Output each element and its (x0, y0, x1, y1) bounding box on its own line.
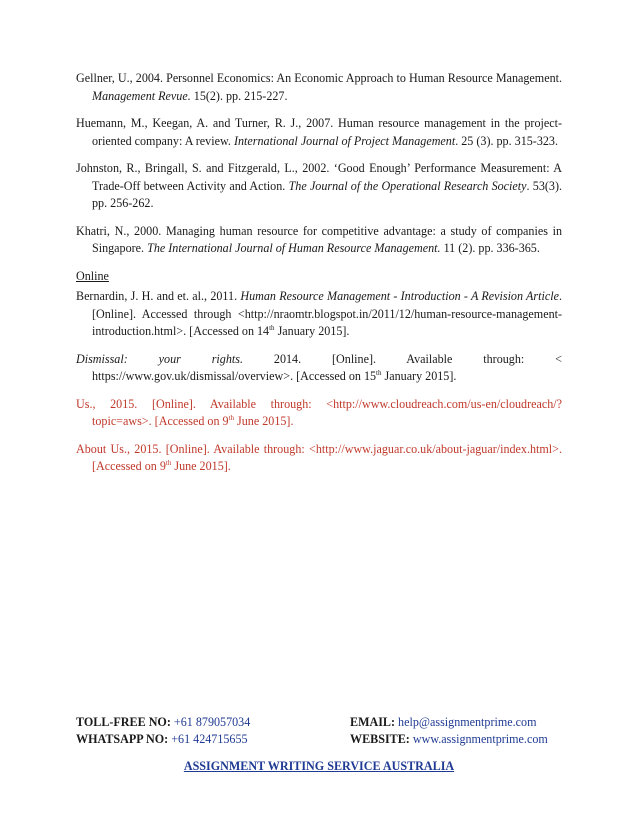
footer-row-1 (76, 714, 562, 731)
ordinal-suffix: th (376, 368, 382, 377)
reference-gellner (76, 70, 562, 105)
whatsapp-number[interactable]: +61 424715655 (171, 732, 248, 746)
reference-khatri (76, 223, 562, 258)
reference-details: 2014. [Online]. Available through: < https://www.gov.uk/dismissal/overview>. [Accessed on 15 (92, 351, 562, 383)
reference-journal: International Journal of Project Management (233, 133, 456, 148)
reference-date: June 2015]. (234, 414, 294, 428)
contact-footer (76, 714, 562, 748)
service-banner[interactable]: ASSIGNMENT WRITING SERVICE AUSTRALIA (183, 759, 455, 773)
reference-details: 15(2). pp. 215-227. (193, 88, 288, 103)
website-link[interactable]: www.assignmentprime.com (412, 732, 548, 746)
reference-details: . [Online]. Accessed through <http://nraomtr.blogspot.in/2011/12/human-resource-management-introduction.html>. [Accessed on 14 (92, 289, 562, 338)
reference-details: About Us., 2015. [Online]. Available through: <http://www.jaguar.co.uk/about-jaguar/index.html>. [Accessed on 9 (76, 441, 562, 473)
whatsapp-label: WHATSAPP NO: (76, 732, 169, 746)
reference-johnston (76, 160, 562, 213)
reference-journal: The International Journal of Human Resource Management. (147, 241, 441, 255)
reference-details: . 25 (3). pp. 315-323. (455, 133, 558, 148)
reference-authors: Khatri, N., 2000. Managing human resource for competitive advantage: a study of companies in Singapore. (76, 223, 562, 255)
reference-date: June 2015]. (171, 459, 231, 473)
reference-dismissal (76, 351, 562, 386)
tollfree-label: TOLL-FREE NO: (76, 715, 171, 729)
ordinal-suffix: th (228, 413, 235, 422)
email-contact (350, 714, 562, 731)
reference-authors: Huemann, M., Keegan, A. and Turner, R. J., 2007. Human resource management in the project-oriented company: A review. (76, 116, 562, 148)
email-label: EMAIL: (350, 715, 396, 729)
tollfree-contact (76, 714, 350, 731)
online-heading: Online (76, 268, 109, 283)
website-label: WEBSITE: (350, 732, 410, 746)
reference-authors: Gellner, U., 2004. Personnel Economics: An Economic Approach to Human Resource Management. (76, 71, 562, 85)
reference-journal: The Journal of the Operational Research Society (288, 178, 527, 193)
reference-title: Human Resource Management - Introduction - A Revision Article (240, 289, 559, 303)
reference-date: January 2015]. (381, 369, 457, 383)
reference-about-us (76, 441, 562, 476)
reference-date: January 2015]. (274, 324, 350, 338)
whatsapp-contact (76, 731, 350, 748)
reference-details: 11 (2). pp. 336-365. (443, 241, 540, 255)
email-link[interactable]: help@assignmentprime.com (398, 715, 537, 729)
reference-us (76, 396, 562, 431)
reference-bernardin (76, 288, 562, 341)
reference-details: Us., 2015. [Online]. Available through: <http://www.cloudreach.com/us-en/cloudreach/?topic=aws>. [Accessed on 9 (76, 396, 562, 428)
reference-authors: Bernardin, J. H. and et. al., 2011. (76, 289, 238, 303)
footer-row-2 (76, 731, 562, 748)
tollfree-number[interactable]: +61 879057034 (173, 715, 251, 729)
reference-title: Dismissal: your rights. (76, 351, 243, 366)
reference-details: . 53(3). pp. 256-262. (92, 178, 562, 210)
reference-authors: Johnston, R., Bringall, S. and Fitzgerald, L., 2002. ‘Good Enough’ Performance Measurement: A Trade-Off between Activity and Action. (76, 161, 562, 193)
website-contact (350, 731, 562, 748)
ordinal-suffix: th (165, 458, 172, 467)
ordinal-suffix: th (269, 323, 275, 332)
reference-list (76, 70, 562, 486)
reference-huemann (76, 115, 562, 150)
reference-journal: Management Revue. (92, 88, 191, 103)
